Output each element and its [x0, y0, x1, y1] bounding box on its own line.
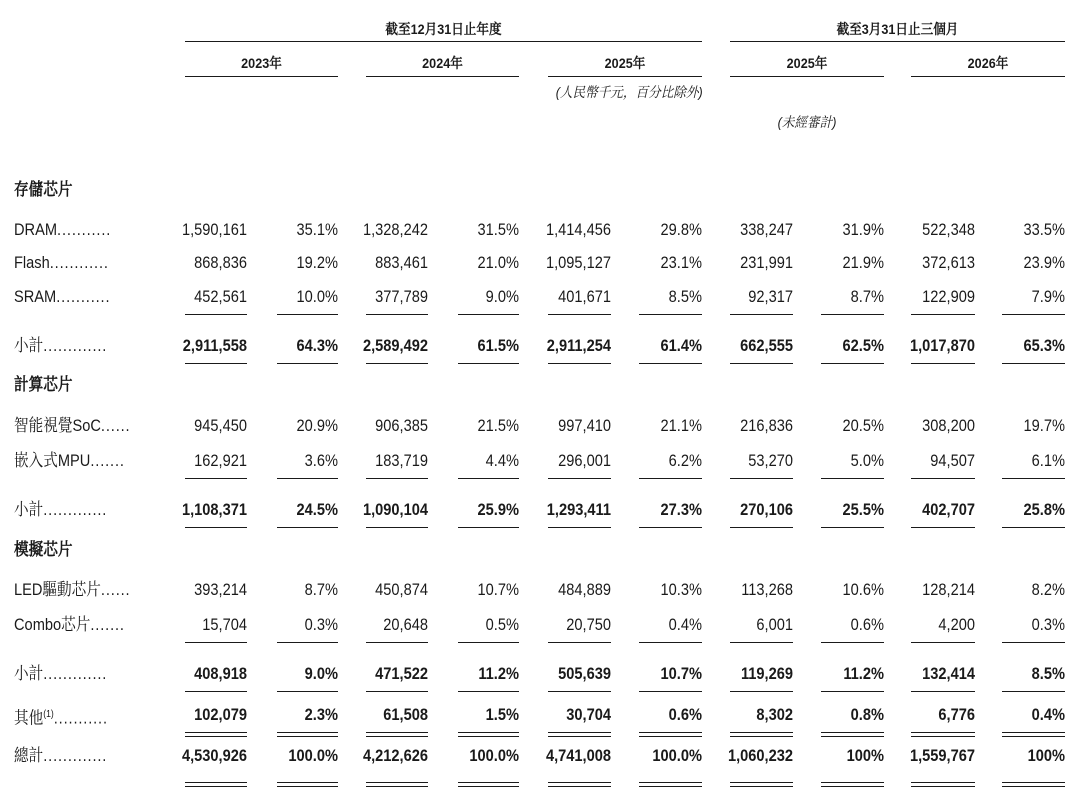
- year-header-2026-q1: 2026年: [967, 55, 1009, 71]
- leader-dots: .............: [43, 500, 108, 519]
- amount-cell: 296,001: [558, 451, 611, 470]
- cell-rule: [730, 736, 793, 737]
- cell-rule: [548, 691, 611, 692]
- cell-rule: [821, 363, 884, 364]
- amount-cell: 122,909: [922, 287, 975, 306]
- year-header-rule: [548, 76, 702, 77]
- leader-dots: ...........: [56, 287, 111, 306]
- percent-cell: 0.3%: [304, 615, 338, 634]
- cell-rule: [639, 732, 702, 733]
- cell-rule: [911, 527, 975, 528]
- amount-cell: 119,269: [740, 664, 793, 683]
- leader-dots: ............: [49, 253, 109, 272]
- total-row-label: [14, 746, 107, 766]
- amount-cell: 113,268: [741, 580, 793, 599]
- double-rule: [458, 782, 519, 787]
- amount-cell: 6,001: [756, 615, 793, 634]
- amount-cell: 128,214: [922, 580, 975, 599]
- unaudited-note: (未經審計): [777, 114, 837, 130]
- amount-cell: 4,530,926: [181, 746, 247, 765]
- cell-rule: [1002, 736, 1065, 737]
- row-label: [14, 253, 109, 273]
- cell-rule: [185, 527, 247, 528]
- cell-rule: [730, 363, 793, 364]
- cell-rule: [458, 363, 519, 364]
- year-header-rule: [730, 76, 884, 77]
- amount-cell: 102,079: [194, 705, 247, 724]
- cell-rule: [1002, 527, 1065, 528]
- percent-cell: 25.5%: [842, 500, 884, 519]
- footnote-marker: (1): [43, 709, 54, 720]
- section-heading: 計算芯片: [14, 375, 73, 394]
- subtotal-row-label: [14, 336, 107, 356]
- cell-rule: [911, 736, 975, 737]
- year-header-2023: 2023年: [241, 55, 282, 71]
- percent-cell: 100%: [1027, 746, 1065, 765]
- percent-cell: 65.3%: [1023, 336, 1065, 355]
- percent-cell: 11.2%: [478, 664, 519, 683]
- percent-cell: 6.2%: [668, 451, 702, 470]
- percent-cell: 61.5%: [477, 336, 519, 355]
- percent-cell: 6.1%: [1031, 451, 1065, 470]
- subtotal-row-label: [14, 500, 107, 520]
- percent-cell: 62.5%: [842, 336, 884, 355]
- leader-dots: ......: [100, 416, 131, 435]
- amount-cell: 662,555: [740, 336, 793, 355]
- percent-cell: 5.0%: [850, 451, 884, 470]
- row-label-text: 其他: [14, 708, 44, 728]
- amount-cell: 1,328,242: [362, 220, 428, 239]
- cell-rule: [639, 478, 702, 479]
- cell-rule: [366, 736, 428, 737]
- percent-cell: 10.7%: [477, 580, 519, 599]
- year-header-2024: 2024年: [422, 55, 463, 71]
- cell-rule: [548, 736, 611, 737]
- cell-rule: [639, 314, 702, 315]
- amount-cell: 308,200: [922, 416, 975, 435]
- cell-rule: [821, 527, 884, 528]
- unit-note: (人民幣千元，百分比除外): [555, 84, 703, 100]
- percent-cell: 20.9%: [296, 416, 338, 435]
- cell-rule: [277, 691, 338, 692]
- cell-rule: [548, 732, 611, 733]
- amount-cell: 6,776: [938, 705, 975, 724]
- double-rule: [185, 782, 247, 787]
- cell-rule: [1002, 642, 1065, 643]
- section-heading: 模擬芯片: [14, 540, 73, 559]
- amount-cell: 1,293,411: [546, 500, 611, 519]
- cell-rule: [911, 363, 975, 364]
- leader-dots: ...........: [53, 708, 108, 728]
- row-label-text: 小計: [14, 336, 44, 355]
- cell-rule: [366, 363, 428, 364]
- percent-cell: 3.6%: [304, 451, 338, 470]
- amount-cell: 450,874: [375, 580, 428, 599]
- amount-cell: 15,704: [202, 615, 247, 634]
- amount-cell: 338,247: [740, 220, 793, 239]
- amount-cell: 402,707: [922, 500, 975, 519]
- cell-rule: [821, 478, 884, 479]
- double-rule: [639, 782, 702, 787]
- cell-rule: [730, 732, 793, 733]
- cell-rule: [639, 736, 702, 737]
- row-label-text: LED驅動芯片: [14, 580, 101, 599]
- double-rule: [821, 782, 884, 787]
- percent-cell: 31.5%: [477, 220, 519, 239]
- percent-cell: 100.0%: [652, 746, 702, 765]
- percent-cell: 4.4%: [485, 451, 519, 470]
- cell-rule: [458, 691, 519, 692]
- percent-cell: 2.3%: [304, 705, 338, 724]
- percent-cell: 61.4%: [660, 336, 702, 355]
- amount-cell: 1,414,456: [545, 220, 611, 239]
- percent-cell: 33.5%: [1023, 220, 1065, 239]
- percent-cell: 21.1%: [660, 416, 702, 435]
- percent-cell: 9.0%: [485, 287, 519, 306]
- amount-cell: 505,639: [558, 664, 611, 683]
- percent-cell: 10.7%: [660, 664, 702, 683]
- amount-cell: 4,741,008: [545, 746, 611, 765]
- amount-cell: 377,789: [375, 287, 428, 306]
- percent-cell: 64.3%: [296, 336, 338, 355]
- header-group-annual-rule: [185, 41, 702, 42]
- cell-rule: [277, 642, 338, 643]
- cell-rule: [730, 314, 793, 315]
- percent-cell: 10.3%: [660, 580, 702, 599]
- amount-cell: 132,414: [922, 664, 975, 683]
- cell-rule: [821, 732, 884, 733]
- cell-rule: [911, 642, 975, 643]
- double-rule: [366, 782, 428, 787]
- row-label: [14, 580, 130, 600]
- percent-cell: 8.7%: [850, 287, 884, 306]
- percent-cell: 0.6%: [850, 615, 884, 634]
- cell-rule: [821, 314, 884, 315]
- cell-rule: [730, 642, 793, 643]
- percent-cell: 23.1%: [660, 253, 702, 272]
- leader-dots: .............: [43, 746, 108, 765]
- percent-cell: 0.6%: [668, 705, 702, 724]
- cell-rule: [185, 363, 247, 364]
- amount-cell: 1,590,161: [181, 220, 247, 239]
- amount-cell: 53,270: [748, 451, 793, 470]
- row-label: [14, 416, 130, 436]
- leader-dots: ......: [100, 580, 131, 599]
- cell-rule: [730, 478, 793, 479]
- cell-rule: [277, 736, 338, 737]
- amount-cell: 1,108,371: [181, 500, 247, 519]
- cell-rule: [366, 691, 428, 692]
- amount-cell: 270,106: [740, 500, 793, 519]
- percent-cell: 0.4%: [668, 615, 702, 634]
- amount-cell: 997,410: [558, 416, 611, 435]
- cell-rule: [185, 642, 247, 643]
- cell-rule: [1002, 363, 1065, 364]
- amount-cell: 522,348: [922, 220, 975, 239]
- amount-cell: 1,090,104: [362, 500, 428, 519]
- row-label: [14, 287, 110, 307]
- amount-cell: 4,200: [938, 615, 975, 634]
- cell-rule: [458, 736, 519, 737]
- row-label-text: 小計: [14, 500, 44, 519]
- amount-cell: 372,613: [922, 253, 975, 272]
- amount-cell: 906,385: [375, 416, 428, 435]
- cell-rule: [366, 314, 428, 315]
- amount-cell: 20,648: [383, 615, 428, 634]
- percent-cell: 19.7%: [1023, 416, 1065, 435]
- cell-rule: [458, 478, 519, 479]
- cell-rule: [639, 691, 702, 692]
- percent-cell: 19.2%: [296, 253, 338, 272]
- percent-cell: 0.3%: [1031, 615, 1065, 634]
- cell-rule: [185, 478, 247, 479]
- double-rule: [548, 782, 611, 787]
- cell-rule: [548, 527, 611, 528]
- cell-rule: [366, 642, 428, 643]
- cell-rule: [548, 363, 611, 364]
- double-rule: [1002, 782, 1065, 787]
- amount-cell: 1,060,232: [727, 746, 793, 765]
- cell-rule: [911, 314, 975, 315]
- amount-cell: 401,671: [558, 287, 611, 306]
- leader-dots: .......: [90, 451, 125, 470]
- year-header-2025-q1: 2025年: [786, 55, 828, 71]
- percent-cell: 7.9%: [1031, 287, 1065, 306]
- percent-cell: 11.2%: [843, 664, 884, 683]
- header-group-quarterly-rule: [730, 41, 1065, 42]
- amount-cell: 452,561: [194, 287, 247, 306]
- row-label: [14, 615, 125, 635]
- amount-cell: 20,750: [566, 615, 611, 634]
- percent-cell: 100%: [846, 746, 884, 765]
- cell-rule: [911, 691, 975, 692]
- amount-cell: 408,918: [194, 664, 247, 683]
- cell-rule: [458, 642, 519, 643]
- double-rule: [277, 782, 338, 787]
- percent-cell: 0.4%: [1031, 705, 1065, 724]
- cell-rule: [277, 314, 338, 315]
- cell-rule: [366, 527, 428, 528]
- cell-rule: [1002, 732, 1065, 733]
- cell-rule: [730, 527, 793, 528]
- section-heading: 存儲芯片: [14, 180, 73, 199]
- leader-dots: .......: [90, 615, 125, 634]
- amount-cell: 883,461: [375, 253, 428, 272]
- percent-cell: 100.0%: [288, 746, 338, 765]
- cell-rule: [277, 478, 338, 479]
- percent-cell: 27.3%: [660, 500, 702, 519]
- row-label-text: SRAM: [14, 287, 57, 306]
- amount-cell: 2,911,254: [546, 336, 611, 355]
- percent-cell: 8.2%: [1031, 580, 1065, 599]
- amount-cell: 94,507: [930, 451, 975, 470]
- percent-cell: 8.5%: [668, 287, 702, 306]
- cell-rule: [458, 527, 519, 528]
- percent-cell: 20.5%: [842, 416, 884, 435]
- row-label-text: DRAM: [14, 220, 58, 239]
- amount-cell: 1,559,767: [909, 746, 975, 765]
- amount-cell: 471,522: [375, 664, 428, 683]
- year-header-2025: 2025年: [604, 55, 646, 71]
- percent-cell: 31.9%: [842, 220, 884, 239]
- amount-cell: 92,317: [748, 287, 793, 306]
- amount-cell: 1,017,870: [909, 336, 975, 355]
- cell-rule: [185, 736, 247, 737]
- cell-rule: [185, 732, 247, 733]
- amount-cell: 1,095,127: [545, 253, 611, 272]
- percent-cell: 21.5%: [477, 416, 519, 435]
- cell-rule: [185, 314, 247, 315]
- cell-rule: [1002, 691, 1065, 692]
- cell-rule: [639, 363, 702, 364]
- cell-rule: [277, 732, 338, 733]
- cell-rule: [277, 363, 338, 364]
- amount-cell: 393,214: [194, 580, 247, 599]
- cell-rule: [548, 478, 611, 479]
- leader-dots: ...........: [57, 220, 112, 239]
- amount-cell: 484,889: [558, 580, 611, 599]
- amount-cell: 945,450: [194, 416, 247, 435]
- percent-cell: 9.0%: [304, 664, 338, 683]
- amount-cell: 868,836: [194, 253, 247, 272]
- row-label-text: 智能視覺SoC: [14, 416, 101, 435]
- cell-rule: [1002, 314, 1065, 315]
- header-group-annual: 截至12月31日止年度: [385, 21, 502, 37]
- amount-cell: 2,589,492: [362, 336, 428, 355]
- percent-cell: 8.5%: [1031, 664, 1065, 683]
- cell-rule: [366, 478, 428, 479]
- cell-rule: [366, 732, 428, 733]
- cell-rule: [458, 732, 519, 733]
- year-header-rule: [366, 76, 519, 77]
- amount-cell: 162,921: [194, 451, 247, 470]
- header-group-quarterly: 截至3月31日止三個月: [836, 21, 959, 37]
- row-label: [14, 451, 125, 471]
- cell-rule: [639, 642, 702, 643]
- percent-cell: 1.5%: [485, 705, 519, 724]
- cell-rule: [821, 642, 884, 643]
- percent-cell: 10.0%: [296, 287, 338, 306]
- cell-rule: [277, 527, 338, 528]
- row-label: [14, 220, 111, 240]
- cell-rule: [639, 527, 702, 528]
- cell-rule: [1002, 478, 1065, 479]
- amount-cell: 4,212,626: [362, 746, 428, 765]
- amount-cell: 216,836: [740, 416, 793, 435]
- percent-cell: 21.0%: [477, 253, 519, 272]
- cell-rule: [548, 314, 611, 315]
- cell-rule: [185, 691, 247, 692]
- percent-cell: 0.8%: [850, 705, 884, 724]
- percent-cell: 25.8%: [1023, 500, 1065, 519]
- row-label-text: 小計: [14, 664, 44, 683]
- amount-cell: 183,719: [375, 451, 428, 470]
- percent-cell: 10.6%: [842, 580, 884, 599]
- row-label-text: 總計: [14, 746, 44, 765]
- cell-rule: [821, 736, 884, 737]
- leader-dots: .............: [43, 336, 108, 355]
- year-header-rule: [185, 76, 338, 77]
- percent-cell: 25.9%: [477, 500, 519, 519]
- cell-rule: [911, 478, 975, 479]
- amount-cell: 231,991: [740, 253, 793, 272]
- subtotal-row-label: [14, 705, 108, 729]
- percent-cell: 0.5%: [485, 615, 519, 634]
- double-rule: [911, 782, 975, 787]
- year-header-rule: [911, 76, 1065, 77]
- double-rule: [730, 782, 793, 787]
- amount-cell: 2,911,558: [182, 336, 247, 355]
- amount-cell: 30,704: [566, 705, 611, 724]
- cell-rule: [911, 732, 975, 733]
- amount-cell: 61,508: [383, 705, 428, 724]
- leader-dots: .............: [43, 664, 108, 683]
- percent-cell: 29.8%: [660, 220, 702, 239]
- percent-cell: 21.9%: [842, 253, 884, 272]
- cell-rule: [458, 314, 519, 315]
- amount-cell: 8,302: [756, 705, 793, 724]
- cell-rule: [730, 691, 793, 692]
- cell-rule: [821, 691, 884, 692]
- row-label-text: 嵌入式MPU: [14, 451, 91, 470]
- cell-rule: [548, 642, 611, 643]
- percent-cell: 24.5%: [296, 500, 338, 519]
- percent-cell: 35.1%: [296, 220, 338, 239]
- percent-cell: 23.9%: [1023, 253, 1065, 272]
- percent-cell: 100.0%: [469, 746, 519, 765]
- subtotal-row-label: [14, 664, 107, 684]
- row-label-text: Combo芯片: [14, 615, 91, 634]
- percent-cell: 8.7%: [304, 580, 338, 599]
- row-label-text: Flash: [14, 253, 50, 272]
